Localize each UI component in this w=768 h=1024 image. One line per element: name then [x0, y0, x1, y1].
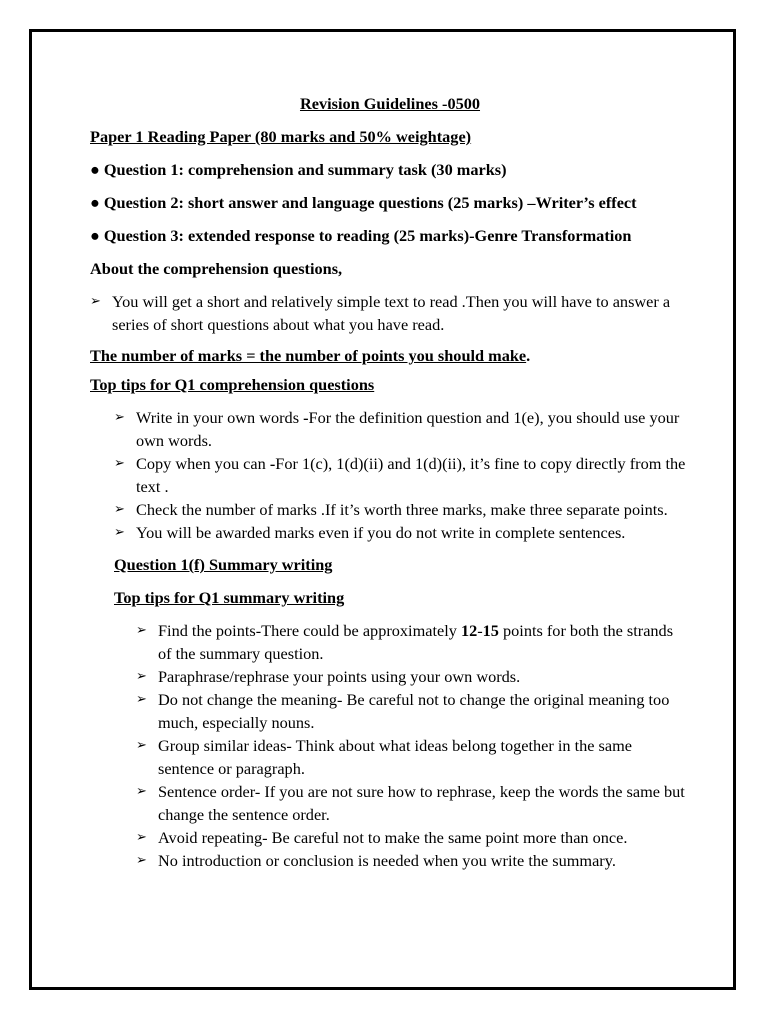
tip-dash: - [303, 408, 309, 427]
question-text: Question 2: short answer and language questions (25 marks) –Writer’s effect [103, 193, 637, 212]
tip-rest: .If it’s worth three marks, make three separate points. [320, 500, 668, 519]
list-item [136, 734, 690, 780]
list-item [136, 665, 690, 688]
list-item [136, 826, 690, 849]
q1-tips-heading: Top tips for Q1 comprehension questions [90, 375, 375, 394]
tip-lead: Check the number of marks [136, 500, 321, 519]
list-item-text: You will get a short and relatively simple text to read .Then you will have to answer a series of short questions about what you have read. [112, 292, 671, 334]
q1-tips-list [114, 406, 690, 544]
arrow-bullet-icon: ➢ [114, 502, 125, 517]
tip-dash: - [269, 454, 276, 473]
arrow-bullet-icon: ➢ [114, 525, 125, 540]
list-item [136, 780, 690, 826]
arrow-bullet-icon: ➢ [114, 456, 125, 471]
tip-lead: Write in your own words [136, 408, 304, 427]
question-3-line [90, 224, 690, 247]
arrow-bullet-icon: ➢ [136, 853, 147, 868]
tip-rest: - Be careful not to make the same point more than once. [262, 828, 628, 847]
paper-heading: Paper 1 Reading Paper (80 marks and 50% weightage) [90, 127, 472, 146]
tip-lead: No introduction or conclusion is needed when you write the summary. [158, 851, 616, 870]
tip-lead: You will be awarded marks even if you do not write in complete sentences. [136, 523, 626, 542]
tip-lead: Do not change the meaning [158, 690, 338, 709]
arrow-bullet-icon: ➢ [136, 623, 147, 638]
document-body [90, 92, 690, 872]
bullet-icon: ● [90, 160, 100, 179]
list-item [136, 849, 690, 872]
tip-rest: For 1(c), 1(d)(ii) and 1(d)(ii), it’s fine to copy directly from the text . [136, 454, 686, 496]
list-item [136, 688, 690, 734]
bullet-icon: ● [90, 226, 100, 245]
tip-rest: points for both the strands of the summary question. [158, 621, 674, 663]
summary-tips-list [136, 619, 690, 872]
question-2-line [90, 191, 690, 214]
tip-number: 15 [482, 621, 499, 640]
bullet-icon: ● [90, 193, 100, 212]
tip-number: 12 [460, 621, 478, 640]
tip-lead: Sentence order [158, 782, 255, 801]
arrow-bullet-icon: ➢ [136, 692, 147, 707]
about-heading: About the comprehension questions, [90, 259, 343, 278]
arrow-bullet-icon: ➢ [136, 784, 147, 799]
tip-rest: - Be careful not to change the original meaning too much, especially nouns. [158, 690, 670, 732]
tip-lead: Find the points [158, 621, 256, 640]
list-item [90, 290, 690, 336]
question-text: Question 1: comprehension and summary task (30 marks) [103, 160, 507, 179]
list-item [114, 452, 690, 498]
arrow-bullet-icon: ➢ [90, 294, 101, 309]
tip-rest: -There could be approximately [255, 621, 461, 640]
list-item [114, 406, 690, 452]
marks-rule [90, 344, 690, 367]
tip-rest: - Think about what ideas belong together in the same sentence or paragraph. [158, 736, 633, 778]
arrow-bullet-icon: ➢ [114, 410, 125, 425]
question-text: Question 3: extended response to reading (25 marks)-Genre Transformation [103, 226, 632, 245]
list-item [136, 619, 690, 665]
question-1-line [90, 158, 690, 181]
tip-lead: Copy when you can [136, 454, 270, 473]
arrow-bullet-icon: ➢ [136, 738, 147, 753]
summary-heading: Question 1(f) Summary writing [114, 555, 333, 574]
marks-rule-text: The number of marks = the number of points you should make [90, 346, 527, 365]
list-item [114, 498, 690, 521]
document-title: Revision Guidelines -0500 [299, 94, 481, 113]
about-list [90, 290, 690, 336]
marks-rule-period: . [526, 346, 531, 365]
tip-rest: - If you are not sure how to rephrase, keep the words the same but change the sentence order. [158, 782, 685, 824]
tip-lead: Avoid repeating [158, 828, 263, 847]
tip-dash: - [477, 621, 483, 640]
tip-lead: Group similar ideas [158, 736, 287, 755]
list-item [114, 521, 690, 544]
tip-rest: For the definition question and 1(e), you should use your own words. [136, 408, 680, 450]
arrow-bullet-icon: ➢ [136, 669, 147, 684]
tip-lead: Paraphrase/rephrase your points using your own words. [158, 667, 521, 686]
arrow-bullet-icon: ➢ [136, 830, 147, 845]
summary-tips-heading: Top tips for Q1 summary writing [114, 588, 345, 607]
